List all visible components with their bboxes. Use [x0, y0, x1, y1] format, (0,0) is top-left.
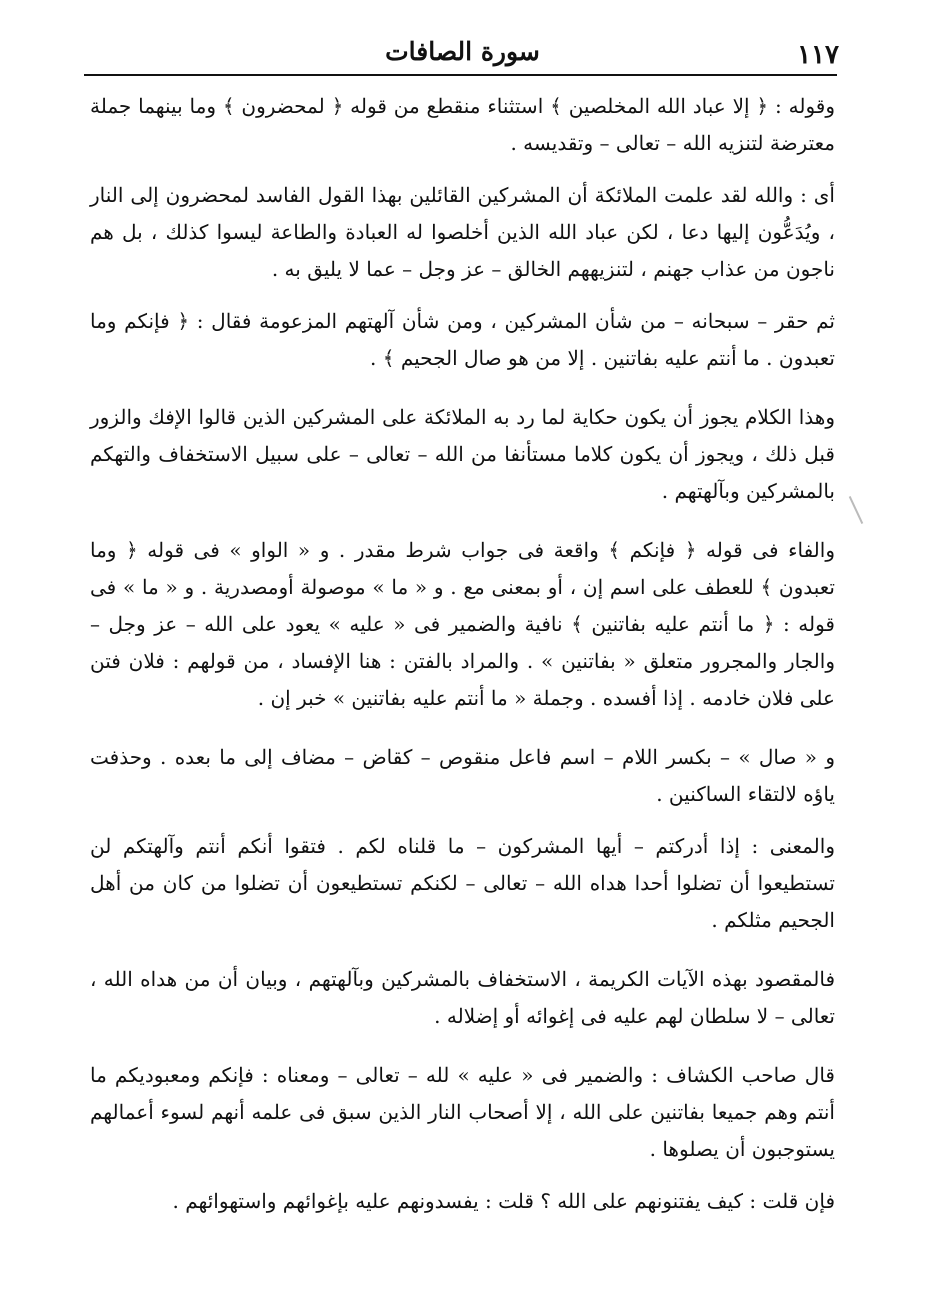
paragraph-1: وقوله : ﴿ إلا عباد الله المخلصين ﴾ استثناء منقطع من قوله ﴿ لمحضرون ﴾ وما بينهما جملة معترضة لتنزيه الله – تعالى – وتقديسه . [90, 94, 835, 155]
paragraph-8: فالمقصود بهذه الآيات الكريمة ، الاستخفاف بالمشركين وبآلهتهم ، وبيان أن من هداه الله ، تعالى – لا سلطان لهم عليه فى إغوائه أو إضلاله . [90, 967, 835, 1028]
paragraph-6: و « صال » – بكسر اللام – اسم فاعل منقوص – كقاض – مضاف إلى ما بعده . وحذفت ياؤه لالتقاء الساكنين . [90, 745, 835, 806]
paragraph-4: وهذا الكلام يجوز أن يكون حكاية لما رد به الملائكة على المشركين الذين قالوا الإفك والزور قبل ذلك ، ويجوز أن يكون كلاما مستأنفا من الله – تعالى – على سبيل الاستخفاف والتهكم بالمشركين وبآلهتهم . [90, 405, 835, 503]
paragraph-7: والمعنى : إذا أدركتم – أيها المشركون – ما قلناه لكم . فتقوا أنكم أنتم وآلهتكم لن تستطيعوا أن تضلوا أحدا هداه الله – تعالى – لكنكم تستطيعون أن تضلوا من كان من أهل الجحيم مثلكم . [90, 834, 835, 932]
page-body [90, 88, 835, 1235]
header-divider [84, 74, 837, 76]
page-header [86, 28, 839, 68]
paragraph-10: فإن قلت : كيف يفتنونهم على الله ؟ قلت : يفسدونهم عليه بإغوائهم واستهوائهم . [172, 1189, 835, 1213]
page-number: ١١٧ [797, 40, 839, 70]
paragraph-9: قال صاحب الكشاف : والضمير فى « عليه » لله – تعالى – ومعناه : فإنكم ومعبوديكم ما أنتم وهم جميعا بفاتنين على الله ، إلا أصحاب النار الذين سبق فى علمه أنهم لسوء أعمالهم يستوجبون أن يصلوها . [90, 1063, 835, 1161]
paragraph-5: والفاء فى قوله ﴿ فإنكم ﴾ واقعة فى جواب شرط مقدر . و « الواو » فى قوله ﴿ وما تعبدون ﴾ للعطف على اسم إن ، أو بمعنى مع . و « ما » موصولة أومصدرية . و « ما » فى قوله : ﴿ ما أنتم عليه بفاتنين ﴾ نافية والضمير فى « عليه » يعود على الله – عز وجل – والجار والمجرور متعلق « بفاتنين » . والمراد بالفتن : هنا الإفساد ، من قولهم : فلان فتن على فلان خادمه . إذا أفسده . وجملة « ما أنتم عليه بفاتنين » خبر إن . [90, 538, 835, 710]
scan-artifact-mark [849, 496, 863, 524]
paragraph-3: ثم حقر – سبحانه – من شأن المشركين ، ومن شأن آلهتهم المزعومة فقال : ﴿ فإنكم وما تعبدون . ما أنتم عليه بفاتنين . إلا من هو صال الجحيم ﴾ . [90, 309, 835, 370]
surah-title: سورة الصافات [385, 37, 540, 66]
paragraph-2: أى : والله لقد علمت الملائكة أن المشركين القائلين بهذا القول الفاسد لمحضرون إلى النار ، ويُدَعُّون إليها دعا ، لكن عباد الله الذين أخلصوا له العبادة والطاعة ليسوا كذلك ، بل هم ناجون من عذاب جهنم ، لتنزيههم الخالق – عز وجل – عما لا يليق به . [90, 183, 835, 281]
